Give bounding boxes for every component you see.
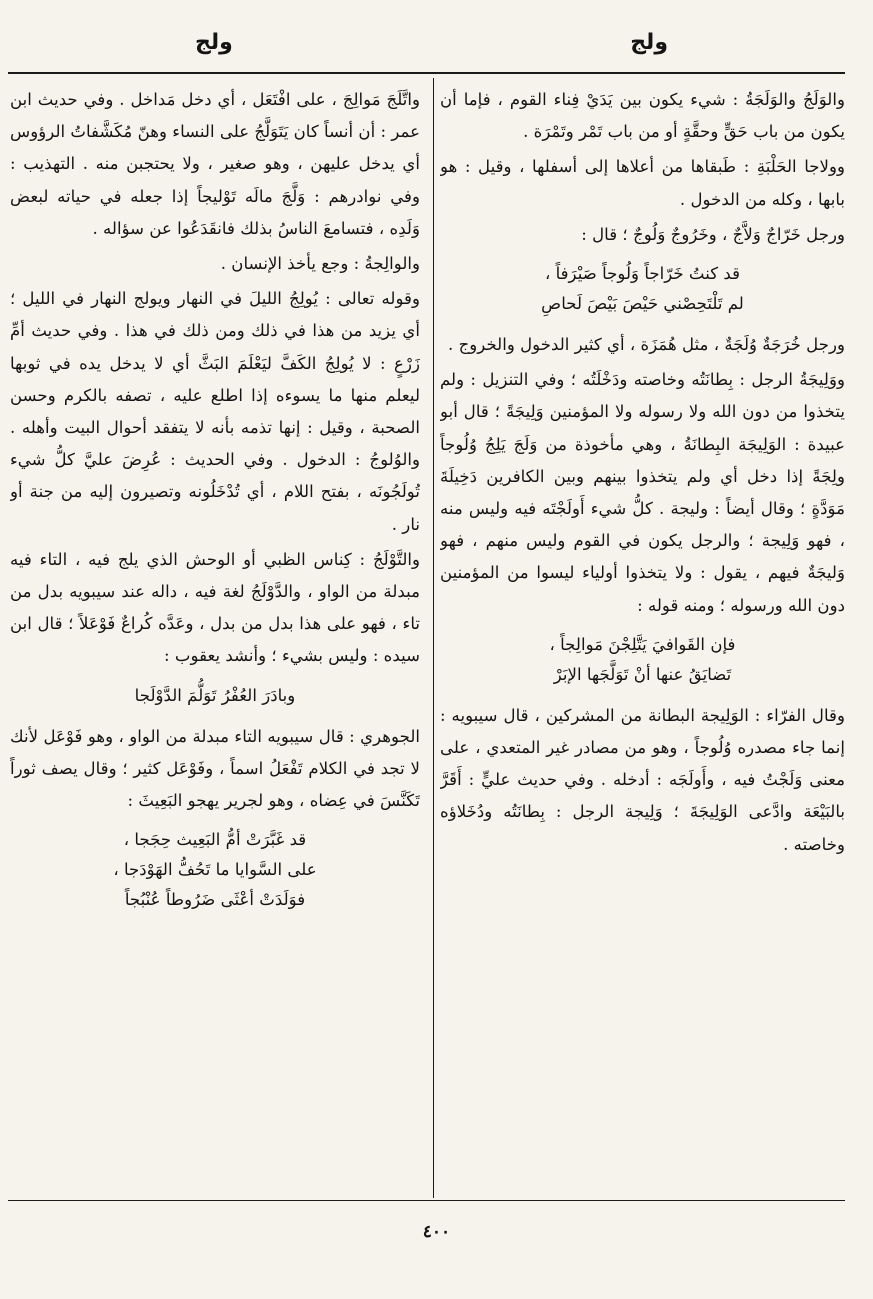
entry-paragraph: ورجل خَرّاجٌ وَلاَّجٌ ، وخَرُوجٌ وَلُوجٌ ؛ قال :	[581, 224, 845, 244]
verse-block	[440, 630, 845, 690]
entry-paragraph: والتَّوْلَجُ : كِناس الظبي أو الوحش الذي يلج فيه ، التاء فيه مبدلة من الواو ، والدَّوْلَجُ لغة فيه ، داله عند سيبويه بدل من تاء ، فهو على هذا بدل من بدل ، وعَدَّه كُراعٌ فَوْعَلاً ؛ قال ابن سيده : وليس بشيء ؛ وأنشد يعقوب :	[10, 549, 420, 666]
column-divider	[433, 78, 434, 1198]
entry-paragraph: والوَلَجُ والوَلَجَةُ : شيء يكون بين يَدَيْ فِناء القوم ، فإما أن يكون من باب حَقٍّ وحقَّةٍ أو من باب تَمْر وتَمْرَة .	[440, 90, 845, 142]
verse-block	[10, 681, 420, 711]
entry-paragraph: وقال الفرّاء : الوَلِيجة البطانة من المشركين ، قال سيبويه : إنما جاء مصدره وُلُوجاً ، وهو من مصادر غير المتعدي ، على معنى وَلَجْتُ فيه ، وأَولَجَه : أدخله . وفي حديث عليٍّ : أَقَرَّ بالبَيْعَة وادَّعى الوَلِيجَةَ ؛ وَلِيجة الرجل : بِطانَتُه ودُخَلاؤه وخاصته .	[440, 705, 845, 854]
verse-line: قد كنتُ خَرّاجاً وَلُوجاً صَيْرَفاً ،	[544, 264, 741, 284]
entry-paragraph: ووَلِيجَةُ الرجل : بِطانَتُه وخاصته ودَخْلَتُه ؛ وفي التنزيل : ولم يتخذوا من دون الله ولا رسوله ولا المؤمنين وَلِيجَةً ؛ قال أبو عبيدة : الوَلِيجَة البِطانَةُ ، وهي مأخوذة من وَلَجَ يَلِجُ وُلُوجاً ولِجَةً إذا دخل أي ولم يتخذوا بينهم وبين الكافرين دَخِيلَةَ مَوَدَّةٍ ؛ وقال أيضاً : وليجة . كلُّ شيء أَولَجْتَه فيه وليس منه ، فهو وَلِيجة ؛ والرجل يكون في القوم وليس منهم ، فهو وَليجَةٌ فيهم ، يقول : ولا يتخذوا أولياء ليسوا من المؤمنين دون الله ورسوله ؛ ومنه قوله :	[440, 370, 845, 615]
entry-paragraph: الجوهري : قال سيبويه التاء مبدلة من الواو ، وهو فَوْعَل لأنك لا تجد في الكلام تَفْعَلُ اسماً ، وفَوْعَل كثير ؛ وقال يصف ثوراً تَكَنَّسَ في عِضاه ، وهو لجرير يهجو البَعِيثَ :	[10, 726, 420, 811]
footer-rule	[8, 1200, 845, 1201]
entry-paragraph: والوالِجةُ : وجع يأخذ الإنسان .	[220, 254, 420, 274]
header-rule	[8, 72, 845, 74]
running-head-left: ولج	[195, 30, 233, 55]
verse-block	[440, 259, 845, 319]
verse-line: قد غَبَّرَتْ أمُّ البَعِيث حِجَجا ،	[123, 830, 307, 850]
right-column	[440, 84, 845, 1194]
verse-line: فوَلَدَتْ أعْثَى ضَرُوطاً عُنْبُجاً	[124, 890, 306, 910]
verse-block	[10, 825, 420, 915]
page-number: ٤٠٠	[422, 1222, 451, 1242]
entry-paragraph: وولاجا الحَلْبَةِ : طَبقاها من أعلاها إلى أسفلها ، وقيل : هو بابها ، وكله من الدخول .	[440, 157, 845, 209]
verse-line: على السَّوايا ما تَحُفُّ الهَوْدَجا ،	[113, 860, 317, 880]
running-head-right: ولج	[630, 30, 668, 55]
verse-line: وبادَرَ العُفْرُ تَوَلُّمَ الدَّوْلَجا	[134, 685, 296, 705]
verse-line: فإن القَوافيَ يَتَّلِجْنَ مَوالِجاً ،	[549, 634, 736, 654]
verse-line: تَضايَقُ عنها أنْ تَوَلَّجَها الإبَرْ	[553, 664, 732, 684]
entry-paragraph: ورجل خُرَجَةٌ وُلَجَةٌ ، مثل هُمَزَة ، أي كثير الدخول والخروج .	[448, 335, 845, 355]
entry-paragraph: واتَّلَجَ مَوالِجَ ، على افْتَعَل ، أي دخل مَداخل . وفي حديث ابن عمر : أن أنساً كان يَتَوَلَّجُ على النساء وهنّ مُكَشَّفاتُ الرؤوس أي يدخل عليهن ، وهو صغير ، ولا يحتجبن منه . التهذيب : وفي نوادرهم : وَلَّجَ مالَه تَوْليجاً إذا جعله في حياته لبعض وَلَدِه ، فتسامعَ الناسُ بذلك فانقَدَعُوا عن سؤاله .	[10, 90, 420, 238]
entry-paragraph: وقوله تعالى : يُولِجُ الليلَ في النهار ويولج النهار في الليل ؛ أي يزيد من هذا في ذلك ومن ذلك في هذا . وفي حديث أمِّ زَرْعٍ : لا يُولِجُ الكَفَّ ليَعْلَمَ البَثَّ أي لا يدخل يده في ثوبها ليعلم منها ما يسوءه إذا اطلع عليه ، تصفه بالكرم وحسن الصحبة ، وقيل : إنها تذمه بأنه لا يتفقد أحوال البيت وأهله . والوُلوجُ : الدخول . وفي الحديث : عُرِضَ عليَّ كلُّ شيء تُولَجُونَه ، بفتح اللام ، أي تُدْخَلُونه وتصيرون إليه من جنة أو نار .	[10, 289, 420, 534]
verse-line: لم تَلْتَحِصْني حَيْصَ بَيْصَ لَحاصِ	[541, 294, 744, 314]
left-column	[10, 84, 420, 1194]
